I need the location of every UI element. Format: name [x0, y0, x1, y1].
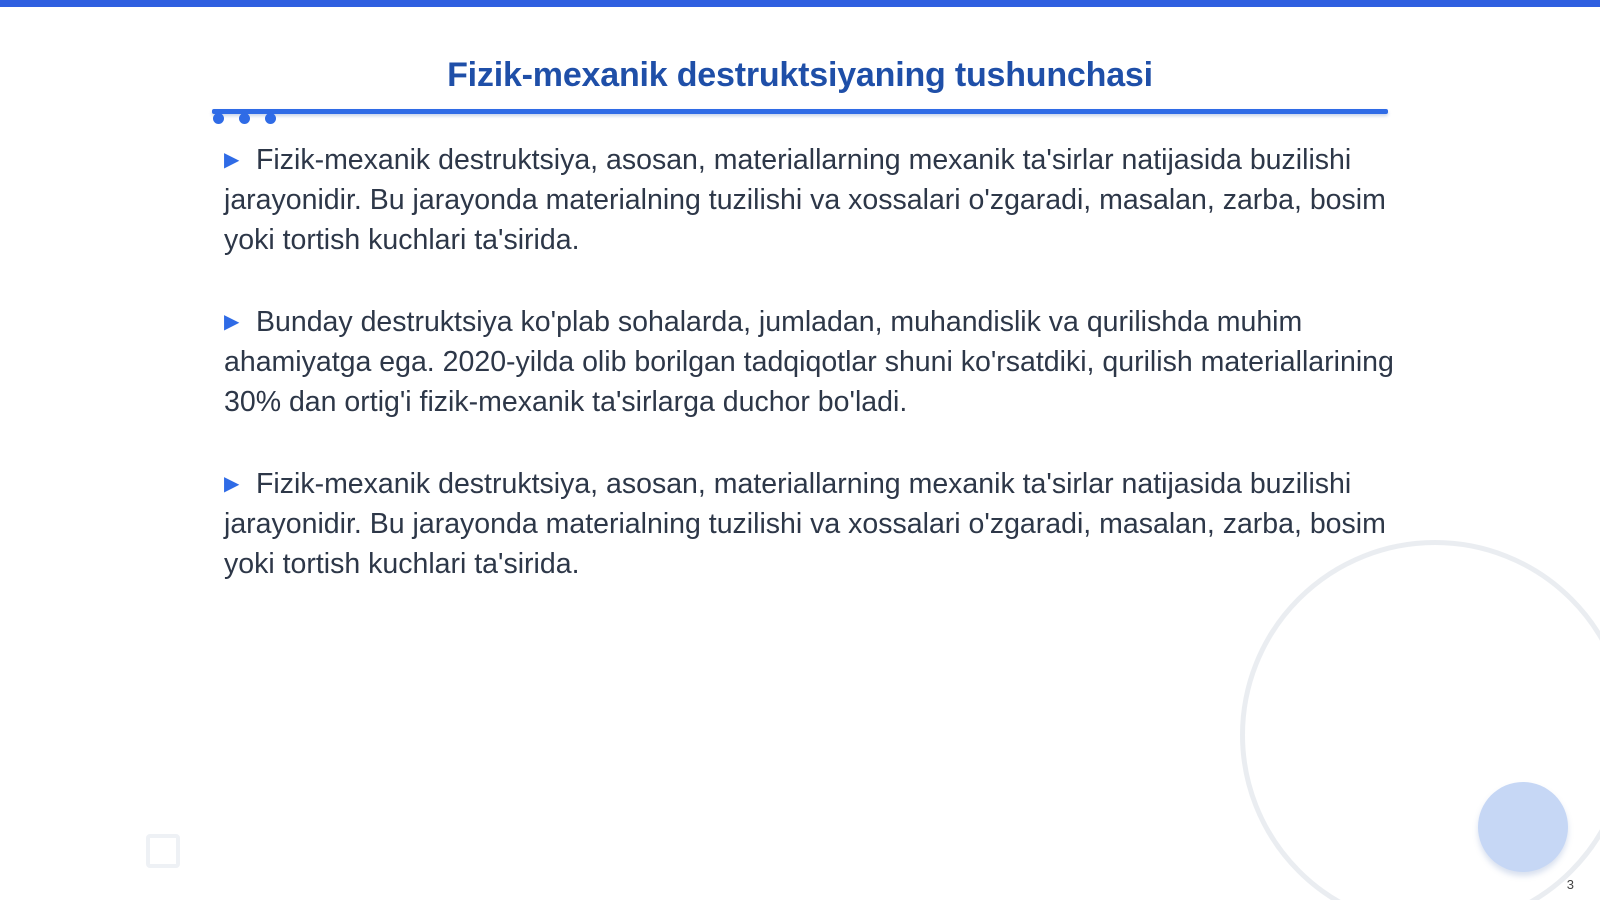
decorative-dot: [265, 113, 276, 124]
bullet-paragraph: [224, 464, 1394, 584]
title-underline: [212, 109, 1388, 114]
bullet-paragraph: [224, 140, 1394, 260]
triangle-bullet-icon: ▶: [224, 311, 240, 333]
bullet-text: Fizik-mexanik destruktsiya, asosan, materiallarning mexanik ta'sirlar natijasida buzilishi jarayonidir. Bu jarayonda materialning tuzilishi va xossalari o'zgaradi, masalan, zarba, bosim yoki tortish kuchlari ta'sirida.: [224, 468, 1386, 580]
decorative-square: [146, 834, 180, 868]
decorative-circle: [1478, 782, 1568, 872]
bullet-text: Bunday destruktsiya ko'plab sohalarda, jumladan, muhandislik va qurilishda muhim ahamiyatga ega. 2020-yilda olib borilgan tadqiqotlar shuni ko'rsatdiki, qurilish materiallarining 30% dan ortig'i fizik-mexanik ta'sirlarga duchor bo'ladi.: [224, 306, 1394, 418]
page-number: 3: [1566, 877, 1574, 892]
triangle-bullet-icon: ▶: [224, 149, 240, 171]
slide-title: Fizik-mexanik destruktsiyaning tushunchasi: [447, 56, 1153, 94]
decorative-dot: [213, 113, 224, 124]
bullet-text: Fizik-mexanik destruktsiya, asosan, materiallarning mexanik ta'sirlar natijasida buzilishi jarayonidir. Bu jarayonda materialning tuzilishi va xossalari o'zgaradi, masalan, zarba, bosim yoki tortish kuchlari ta'sirida.: [224, 144, 1386, 256]
top-accent-bar: [0, 0, 1600, 7]
decorative-dot: [239, 113, 250, 124]
triangle-bullet-icon: ▶: [224, 473, 240, 495]
bullet-list: [224, 140, 1394, 626]
bullet-paragraph: [224, 302, 1394, 422]
